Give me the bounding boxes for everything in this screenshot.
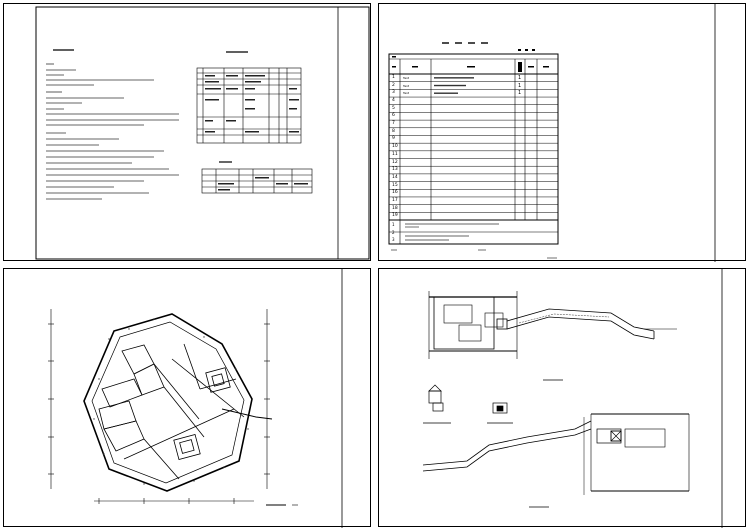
index-row-number: 16 xyxy=(392,190,398,196)
index-row-title-mark xyxy=(434,77,474,78)
index-row-number: 13 xyxy=(392,167,398,173)
notes-text-lines xyxy=(46,64,179,199)
lower-section xyxy=(423,414,689,495)
sheet-drawing-index xyxy=(378,3,746,261)
index-row-description: Text xyxy=(403,91,410,96)
index-row-number: 10 xyxy=(392,144,398,150)
index-row-number: 8 xyxy=(392,128,395,134)
index-row-number: 12 xyxy=(392,159,398,165)
index-row-number: 7 xyxy=(392,121,395,127)
index-row-title-mark xyxy=(434,85,466,86)
floor-plan-drawing xyxy=(4,269,372,528)
design-notes-drawing xyxy=(4,4,372,262)
octagon-outline xyxy=(84,314,252,491)
index-row-description: Text xyxy=(403,83,410,88)
index-table-frame xyxy=(389,54,558,244)
detail-boxes xyxy=(423,385,513,423)
index-row-number: 19 xyxy=(392,213,398,219)
upper-section xyxy=(429,291,677,359)
index-row-number: 3 xyxy=(392,90,395,96)
index-row-number: 9 xyxy=(392,136,395,142)
sheet-design-notes xyxy=(3,3,371,261)
index-row-title-mark xyxy=(434,93,458,94)
sections-drawing xyxy=(379,269,747,528)
material-table-text xyxy=(205,75,299,133)
index-row-number: 17 xyxy=(392,197,398,203)
index-row-number: 1 xyxy=(392,75,395,80)
index-row-number: 14 xyxy=(392,174,398,180)
index-row-number: 11 xyxy=(392,151,398,157)
drawing-index-drawing xyxy=(379,4,747,262)
interior-walls xyxy=(99,344,244,479)
index-row-count: 1 xyxy=(518,90,522,97)
index-note-number: 3 xyxy=(392,237,395,242)
sheet-sections xyxy=(378,268,746,527)
index-row-number: 15 xyxy=(392,182,398,188)
index-note-number: 1 xyxy=(392,222,395,227)
index-note-number: 2 xyxy=(392,230,395,235)
index-row-number: 18 xyxy=(392,205,398,211)
index-row-number: 5 xyxy=(392,105,395,111)
index-row-description: Text xyxy=(403,76,410,80)
index-row-count: 1 xyxy=(518,82,522,89)
sheet-floor-plan xyxy=(3,268,371,527)
index-row-number: 2 xyxy=(392,82,395,88)
index-row-count: 1 xyxy=(518,75,522,81)
index-row-number: 6 xyxy=(392,113,395,119)
index-row-number: 4 xyxy=(392,98,395,104)
